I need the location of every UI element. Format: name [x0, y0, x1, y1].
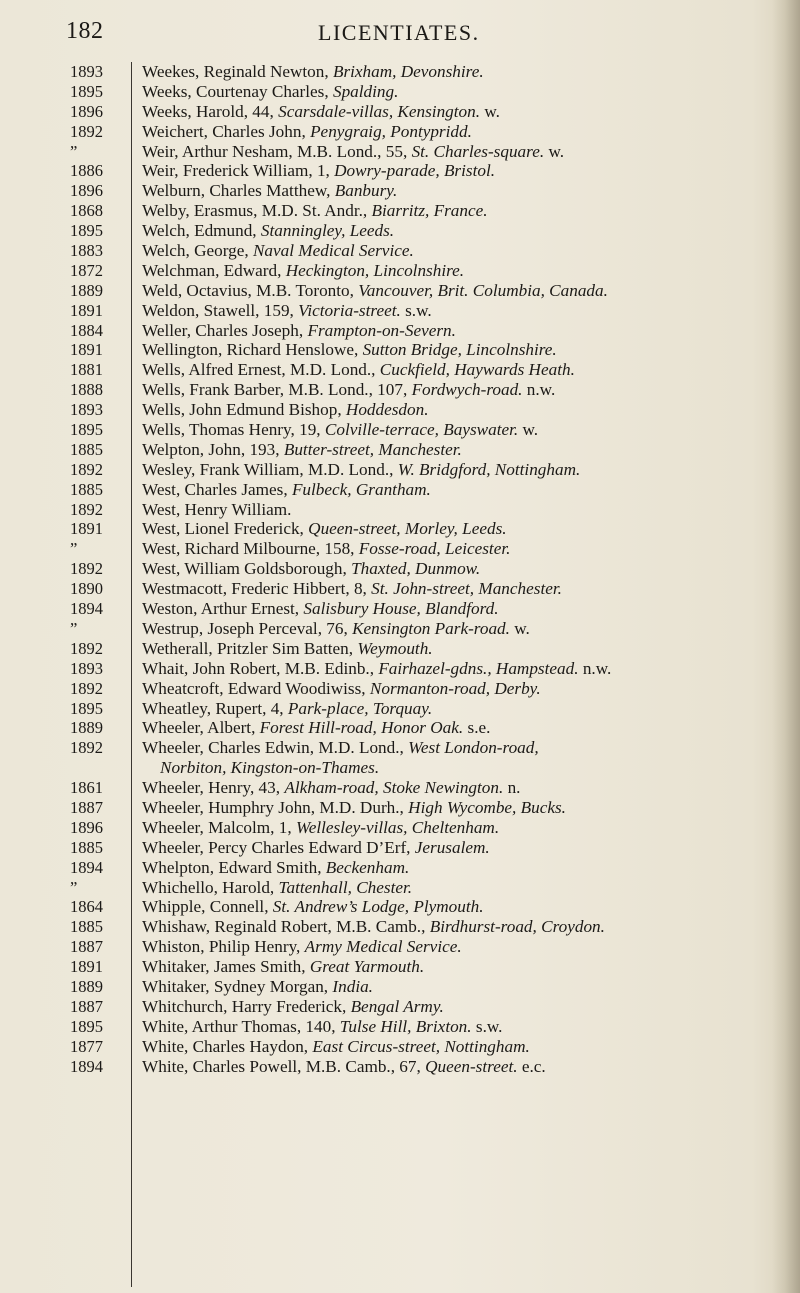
entry-year: 1892 [70, 121, 103, 141]
entry-year: 1891 [70, 300, 103, 320]
entry-name: Welpton, John, 193, [142, 439, 280, 459]
entry-name: Westrup, Joseph Perceval, 76, [142, 618, 348, 638]
entry-text [142, 340, 782, 360]
entry-text [142, 878, 782, 898]
list-item [0, 221, 800, 241]
entry-address: St. Charles-square. [411, 141, 545, 161]
entry-address: Scarsdale-villas, Kensington. [278, 101, 481, 121]
entry-name: Welburn, Charles Matthew, [142, 181, 331, 201]
entry-text [142, 360, 782, 380]
entry-year: 1881 [70, 360, 103, 380]
entry-year: 1872 [70, 260, 103, 280]
entry-name: Weir, Frederick William, 1, [142, 161, 330, 181]
entry-year: 1868 [70, 201, 103, 221]
entry-address: Wellesley-villas, Cheltenham. [295, 817, 500, 837]
entry-text [142, 519, 782, 539]
entry-address: Forest Hill-road, Honor Oak. [259, 718, 464, 738]
entry-text [160, 758, 800, 778]
entry-name: Welch, Edmund, [142, 221, 257, 241]
entry-year: 1894 [70, 599, 103, 619]
entry-district: s.w. [475, 1016, 503, 1036]
entry-year: 1885 [70, 837, 103, 857]
entry-address: Bengal Army. [350, 996, 444, 1016]
entry-address: Banbury. [334, 181, 398, 201]
entry-name: White, Charles Powell, M.B. Camb., 67, [142, 1056, 421, 1076]
entry-text [142, 380, 782, 400]
list-item [0, 360, 800, 380]
entry-text [142, 122, 782, 142]
entry-name: Wheeler, Henry, 43, [142, 778, 281, 798]
list-item [0, 1037, 800, 1057]
entry-year: 1884 [70, 320, 103, 340]
entry-text [142, 321, 782, 341]
entry-name: Wells, Thomas Henry, 19, [142, 420, 321, 440]
entry-year: 1895 [70, 221, 103, 241]
entry-address: Fosse-road, Leicester. [358, 539, 511, 559]
entry-name: Weeks, Courtenay Charles, [142, 81, 329, 101]
entry-name: Whipple, Connell, [142, 897, 269, 917]
entry-year: 1895 [70, 81, 103, 101]
entry-district: n.w. [582, 658, 612, 678]
entry-address: Spalding. [332, 81, 399, 101]
entry-text [142, 102, 782, 122]
list-item [0, 122, 800, 142]
entry-address: Jerusalem. [414, 837, 490, 857]
list-item [0, 718, 800, 738]
entry-name: Whishaw, Reginald Robert, M.B. Camb., [142, 917, 426, 937]
entry-text [142, 599, 782, 619]
entry-name: Wells, John Edmund Bishop, [142, 400, 342, 420]
entry-text [142, 738, 782, 758]
list-item [0, 997, 800, 1017]
entry-year: 1893 [70, 62, 103, 81]
entry-address: East Circus-street, Nottingham. [312, 1036, 530, 1056]
entry-text [142, 778, 782, 798]
entry-year: 1886 [70, 161, 103, 181]
entry-year: 1883 [70, 241, 103, 261]
page-number: 182 [66, 18, 104, 44]
entry-text [142, 420, 782, 440]
entry-text [142, 201, 782, 221]
entry-year: 1892 [70, 559, 103, 579]
list-item [0, 639, 800, 659]
entry-name: Whitaker, James Smith, [142, 957, 306, 977]
entry-address: Norbiton, Kingston-on-Thames. [160, 758, 380, 778]
entry-address: Fairhazel-gdns., Hampstead. [378, 658, 579, 678]
entry-address: St. John-street, Manchester. [371, 579, 562, 599]
entry-address: Weymouth. [357, 638, 433, 658]
list-item [0, 321, 800, 341]
entry-text [142, 1017, 782, 1037]
entry-name: Wellington, Richard Henslowe, [142, 340, 359, 360]
entry-text [142, 261, 782, 281]
entry-address: Heckington, Lincolnshire. [285, 260, 465, 280]
entry-text [142, 997, 782, 1017]
entry-address: India. [332, 976, 373, 996]
entry-address: High Wycombe, Bucks. [408, 797, 566, 817]
entry-address: Kensington Park-road. [352, 618, 510, 638]
entry-year: 1895 [70, 698, 103, 718]
entry-text [142, 659, 782, 679]
entry-district: w. [514, 618, 530, 638]
entry-year: 1888 [70, 380, 103, 400]
entry-district: e.c. [521, 1056, 546, 1076]
entry-district: s.w. [405, 300, 432, 320]
entry-address: Naval Medical Service. [252, 241, 414, 261]
list-item [0, 738, 800, 758]
entry-name: Westmacott, Frederic Hibbert, 8, [142, 579, 367, 599]
entry-address: Army Medical Service. [304, 937, 462, 957]
entry-name: Wheeler, Humphry John, M.D. Durh., [142, 797, 404, 817]
entry-address: Fulbeck, Grantham. [291, 479, 431, 499]
entry-text [142, 400, 782, 420]
entry-year: 1896 [70, 181, 103, 201]
entry-year: ” [70, 618, 78, 638]
entry-address: Stanningley, Leeds. [260, 221, 395, 241]
entry-address: W. Bridgford, Nottingham. [397, 459, 581, 479]
entry-year: ” [70, 141, 78, 161]
list-item [0, 340, 800, 360]
list-item [0, 480, 800, 500]
entry-text [142, 858, 782, 878]
entry-year: 1889 [70, 718, 103, 738]
entry-name: Welch, George, [142, 241, 249, 261]
entry-name: Weller, Charles Joseph, [142, 320, 304, 340]
entry-year: 1892 [70, 638, 103, 658]
list-item [0, 261, 800, 281]
entry-year: 1892 [70, 459, 103, 479]
list-item [0, 201, 800, 221]
entry-year: 1893 [70, 658, 103, 678]
entry-address: Tulse Hill, Brixton. [339, 1016, 472, 1036]
list-item [0, 519, 800, 539]
entry-text [142, 62, 782, 82]
entry-name: West, William Goldsborough, [142, 559, 347, 579]
entry-text [142, 281, 782, 301]
entry-address: Penygraig, Pontypridd. [310, 121, 472, 141]
entry-text [142, 977, 782, 997]
entry-year: ” [70, 539, 78, 559]
entry-name: Wheeler, Albert, [142, 718, 256, 738]
entry-district: w. [484, 101, 500, 121]
list-item [0, 1017, 800, 1037]
entry-text [142, 559, 782, 579]
entry-text [142, 241, 782, 261]
entry-name: Whichello, Harold, [142, 877, 275, 897]
entry-year: 1864 [70, 897, 103, 917]
entry-address: Beckenham. [325, 857, 410, 877]
list-item [0, 181, 800, 201]
entry-district: s.e. [467, 718, 491, 738]
list-item [0, 917, 800, 937]
entry-name: Wheeler, Charles Edwin, M.D. Lond., [142, 738, 404, 758]
entry-text [142, 818, 782, 838]
list-item [0, 659, 800, 679]
entry-address: Hoddesdon. [345, 400, 429, 420]
list-item [0, 838, 800, 858]
entry-name: White, Charles Haydon, [142, 1036, 309, 1056]
entry-text [142, 1057, 782, 1077]
entry-name: White, Arthur Thomas, 140, [142, 1016, 336, 1036]
entry-address: Park-place, Torquay. [287, 698, 433, 718]
entry-address: Brixham, Devonshire. [332, 62, 484, 81]
entry-text [142, 480, 782, 500]
entry-name: Welchman, Edward, [142, 260, 282, 280]
entry-name: Whitaker, Sydney Morgan, [142, 976, 329, 996]
list-item [0, 579, 800, 599]
list-item [0, 977, 800, 997]
entry-text [142, 579, 782, 599]
entry-district: w. [548, 141, 565, 161]
entry-text [142, 718, 782, 738]
running-head: LICENTIATES. [318, 20, 480, 45]
entry-address: Great Yarmouth. [309, 957, 425, 977]
entry-year: 1891 [70, 340, 103, 360]
entry-name: Whitchurch, Harry Frederick, [142, 996, 347, 1016]
entry-year: 1896 [70, 817, 103, 837]
entry-address: Birdhurst-road, Croydon. [429, 917, 605, 937]
entry-year: 1893 [70, 400, 103, 420]
list-item [0, 778, 800, 798]
entry-text [142, 181, 782, 201]
entry-text [142, 301, 782, 321]
list-item [0, 559, 800, 579]
entry-district: n. [507, 778, 521, 798]
list-item [0, 62, 800, 82]
licentiates-list [0, 62, 800, 1076]
entry-name: Whiston, Philip Henry, [142, 937, 301, 957]
entry-year: 1885 [70, 917, 103, 937]
list-item [0, 878, 800, 898]
list-item [0, 460, 800, 480]
entry-name: Wesley, Frank William, M.D. Lond., [142, 459, 394, 479]
entry-address: Tattenhall, Chester. [278, 877, 413, 897]
entry-address: St. Andrew’s Lodge, Plymouth. [272, 897, 484, 917]
entry-address: Victoria-street. [298, 300, 401, 320]
list-item [0, 798, 800, 818]
entry-text [142, 838, 782, 858]
entry-year: 1890 [70, 579, 103, 599]
entry-text [142, 440, 782, 460]
list-item [0, 500, 800, 520]
entry-year: 1895 [70, 1016, 103, 1036]
entry-name: West, Richard Milbourne, 158, [142, 539, 355, 559]
entry-text [142, 639, 782, 659]
list-item [0, 440, 800, 460]
entry-name: Weeks, Harold, 44, [142, 101, 274, 121]
entry-name: Wheeler, Malcolm, 1, [142, 817, 292, 837]
entry-year: 1892 [70, 738, 103, 758]
entry-address: Salisbury House, Blandford. [303, 599, 499, 619]
entry-text [142, 897, 782, 917]
entry-address: Cuckfield, Haywards Heath. [379, 360, 575, 380]
entry-address: Fordwych-road. [411, 380, 523, 400]
list-item [0, 420, 800, 440]
list-item [0, 241, 800, 261]
list-item [0, 1057, 800, 1077]
entry-year: 1877 [70, 1036, 103, 1056]
entry-text [142, 619, 782, 639]
list-item [0, 818, 800, 838]
entry-name: Whait, John Robert, M.B. Edinb., [142, 658, 375, 678]
entry-name: Welby, Erasmus, M.D. St. Andr., [142, 201, 368, 221]
entry-address: Butter-street, Manchester. [283, 439, 462, 459]
entry-address: Queen-street, Morley, Leeds. [308, 519, 507, 539]
entry-text [142, 500, 782, 520]
entry-year: 1889 [70, 280, 103, 300]
entry-year: 1887 [70, 937, 103, 957]
entry-address: Sutton Bridge, Lincolnshire. [362, 340, 557, 360]
entry-address: Colville-terrace, Bayswater. [324, 420, 519, 440]
list-item-continuation [0, 758, 800, 778]
entry-text [142, 937, 782, 957]
entry-address: West London-road, [408, 738, 539, 758]
entry-name: Weld, Octavius, M.B. Toronto, [142, 280, 354, 300]
entry-text [142, 699, 782, 719]
entry-district: n.w. [526, 380, 556, 400]
entry-address: Thaxted, Dunmow. [351, 559, 481, 579]
entry-name: Weston, Arthur Ernest, [142, 599, 300, 619]
entry-text [142, 679, 782, 699]
entry-name: Weekes, Reginald Newton, [142, 62, 329, 81]
entry-name: West, Henry William. [142, 499, 292, 519]
entry-name: West, Charles James, [142, 479, 288, 499]
entry-name: Wheeler, Percy Charles Edward D’Erf, [142, 837, 411, 857]
entry-year: 1891 [70, 519, 103, 539]
entry-name: Wheatley, Rupert, 4, [142, 698, 284, 718]
list-item [0, 400, 800, 420]
list-item [0, 619, 800, 639]
entry-text [142, 142, 782, 162]
entry-address: Vancouver, Brit. Columbia, Canada. [358, 280, 608, 300]
entry-year: 1885 [70, 479, 103, 499]
entry-text [142, 798, 782, 818]
list-item [0, 937, 800, 957]
entry-text [142, 917, 782, 937]
entry-address: Dowry-parade, Bristol. [334, 161, 496, 181]
entry-year: 1892 [70, 499, 103, 519]
list-item [0, 281, 800, 301]
entry-name: Weldon, Stawell, 159, [142, 300, 294, 320]
page-header [0, 18, 800, 54]
entry-name: Wells, Alfred Ernest, M.D. Lond., [142, 360, 376, 380]
entry-text [142, 161, 782, 181]
entry-year: 1894 [70, 1056, 103, 1076]
entry-name: Weir, Arthur Nesham, M.B. Lond., 55, [142, 141, 408, 161]
list-item [0, 82, 800, 102]
entry-address: Biarritz, France. [371, 201, 488, 221]
entry-year: 1896 [70, 101, 103, 121]
entry-year: 1892 [70, 678, 103, 698]
list-item [0, 380, 800, 400]
entry-name: Weichert, Charles John, [142, 121, 306, 141]
entry-address: Normanton-road, Derby. [369, 678, 541, 698]
entry-text [142, 82, 782, 102]
list-item [0, 897, 800, 917]
entry-year: 1861 [70, 778, 103, 798]
entry-name: Wheatcroft, Edward Woodiwiss, [142, 678, 366, 698]
entry-year: 1895 [70, 420, 103, 440]
entry-address: Frampton-on-Severn. [307, 320, 456, 340]
entry-year: 1887 [70, 996, 103, 1016]
list-item [0, 957, 800, 977]
entry-year: 1891 [70, 957, 103, 977]
entry-year: 1887 [70, 797, 103, 817]
list-item [0, 161, 800, 181]
list-item [0, 142, 800, 162]
entry-name: West, Lionel Frederick, [142, 519, 304, 539]
entry-address: Alkham-road, Stoke Newington. [284, 778, 504, 798]
entry-year: 1889 [70, 976, 103, 996]
entry-text [142, 539, 782, 559]
entry-address: Queen-street. [425, 1056, 518, 1076]
list-item [0, 539, 800, 559]
entry-district: w. [522, 420, 539, 440]
entry-year: 1885 [70, 439, 103, 459]
entry-year: 1894 [70, 857, 103, 877]
entry-text [142, 460, 782, 480]
entry-text [142, 221, 782, 241]
list-item [0, 699, 800, 719]
list-item [0, 858, 800, 878]
entry-name: Wetherall, Pritzler Sim Batten, [142, 638, 354, 658]
entry-year: ” [70, 877, 78, 897]
list-item [0, 599, 800, 619]
entry-text [142, 1037, 782, 1057]
list-item [0, 301, 800, 321]
entry-text [142, 957, 782, 977]
entry-name: Wells, Frank Barber, M.B. Lond., 107, [142, 380, 408, 400]
entry-name: Whelpton, Edward Smith, [142, 857, 322, 877]
list-item [0, 679, 800, 699]
list-item [0, 102, 800, 122]
